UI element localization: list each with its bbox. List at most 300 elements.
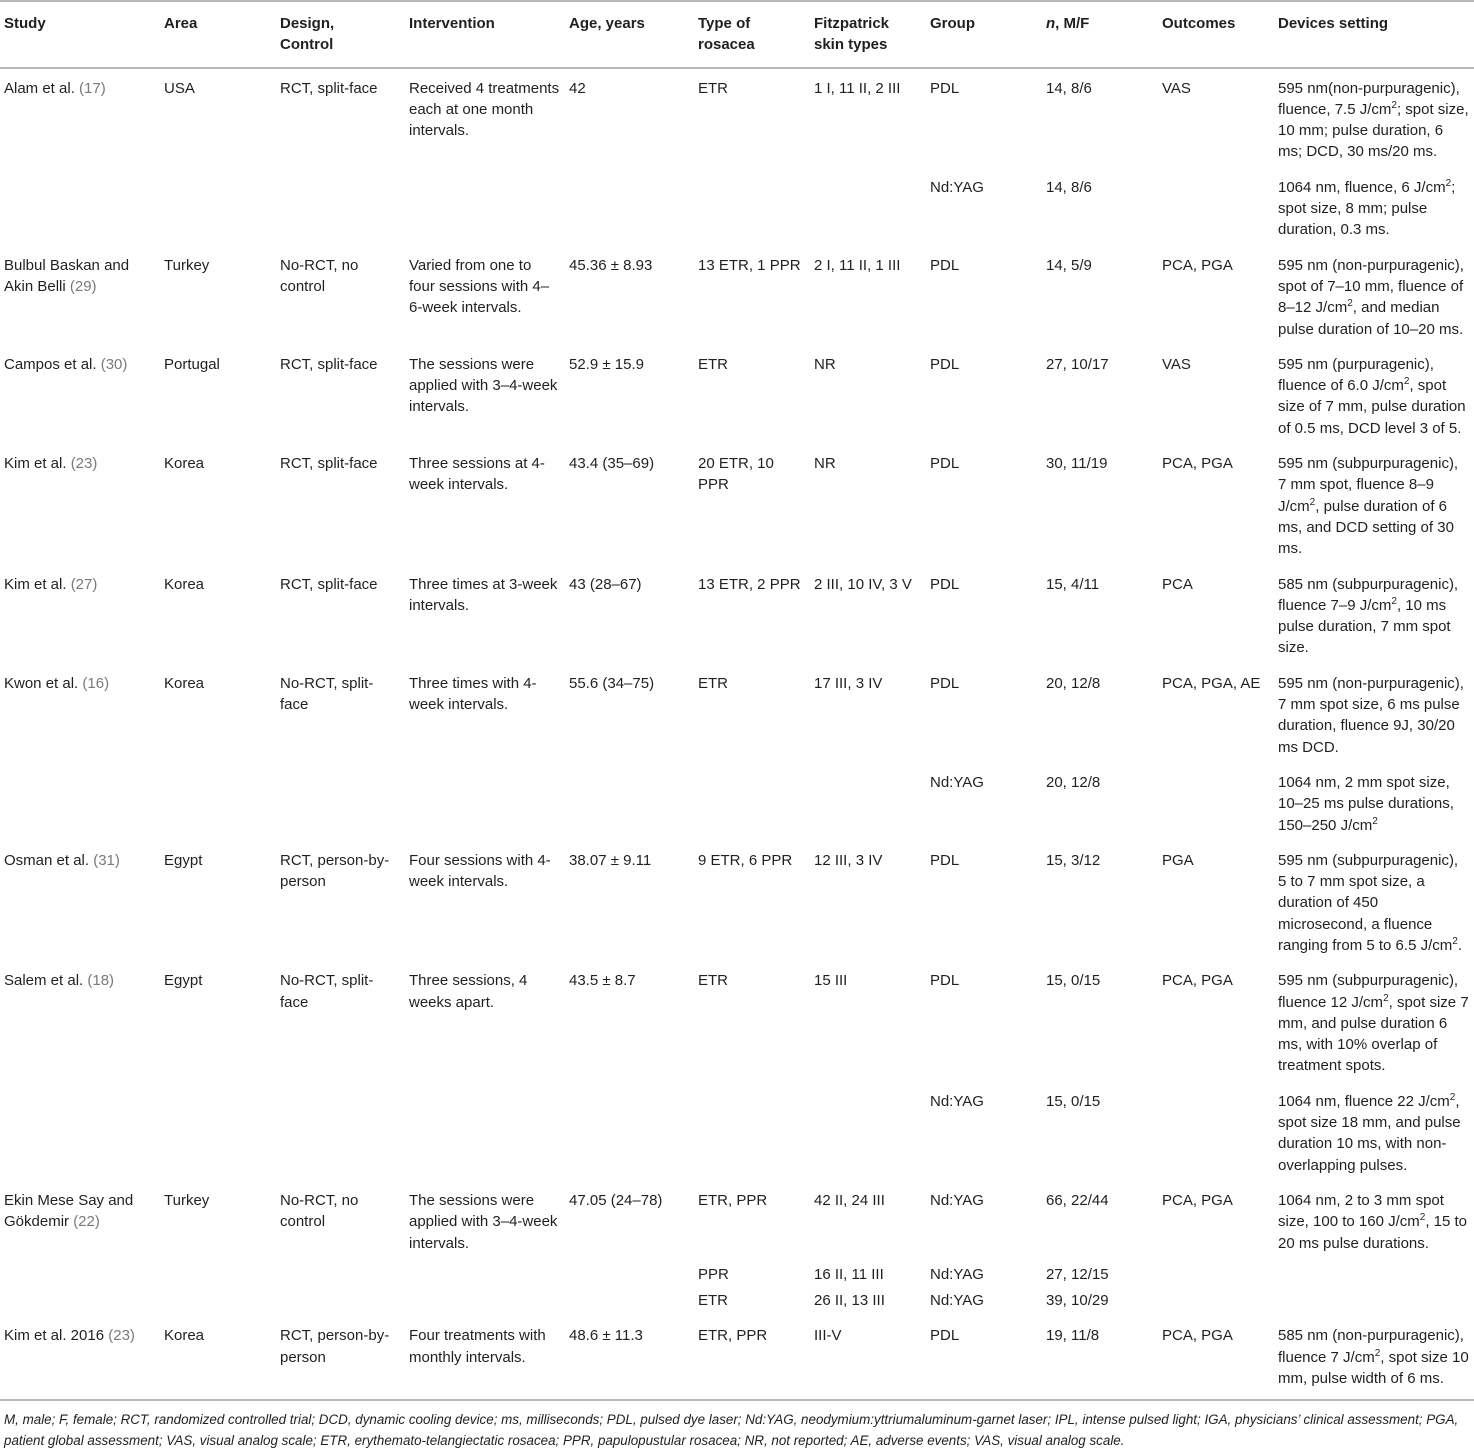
cell-type (694, 841, 810, 961)
cell-age (565, 345, 694, 444)
table-row (0, 345, 1474, 444)
header-area-label: Area (164, 15, 198, 32)
devices-superscript: 2 (1452, 935, 1458, 947)
table-row (0, 168, 1474, 246)
devices-text: 595 nm (subpurpuragenic), 5 to 7 mm spot size, a duration of 450 microsecond, a fluence ranging from 5 to 6.5 J/cm (1278, 851, 1459, 954)
study-name: Osman et al. (4, 851, 94, 869)
header-group-label: Group (930, 15, 975, 32)
header-intervention-label: Intervention (409, 15, 495, 32)
cell-fitzpatrick (810, 664, 926, 763)
age-value: 55.6 (34–75) (569, 674, 655, 692)
header-fitz-line2: skin types (814, 36, 888, 54)
cell-age (565, 68, 694, 168)
type-value: ETR (698, 355, 728, 373)
header-fitz-line1: Fitzpatrick (814, 15, 890, 32)
cell-fitzpatrick (810, 168, 926, 246)
table-row (0, 246, 1474, 345)
age-value: 43 (28–67) (569, 575, 642, 593)
n-value: 39, 10/29 (1046, 1292, 1109, 1310)
cell-study (0, 664, 160, 763)
outcomes-value: PCA, PGA (1162, 256, 1233, 274)
cell-study (0, 345, 160, 444)
cell-devices (1274, 345, 1474, 444)
devices-text-tail: ; spot size, 10 mm; pulse duration, 6 ms; DCD, 30 ms/20 ms. (1278, 100, 1469, 161)
type-value: ETR (698, 972, 728, 990)
header-n-rest: , M/F (1055, 15, 1090, 32)
devices-superscript: 2 (1445, 177, 1452, 189)
devices-text: 1064 nm, 2 to 3 mm spot size, 100 to 160 J/cm (1278, 1191, 1444, 1231)
cell-n (1042, 1285, 1158, 1316)
header-group (926, 1, 1042, 68)
cell-type (694, 763, 810, 841)
cell-fitzpatrick (810, 1316, 926, 1399)
devices-text-tail: , and median pulse duration of 10–20 ms. (1278, 299, 1464, 338)
cell-outcomes (1158, 841, 1274, 961)
design-value: RCT, person-by-person (280, 851, 390, 891)
cell-type (694, 1285, 810, 1316)
cell-n (1042, 841, 1158, 961)
age-value: 38.07 ± 9.11 (569, 851, 652, 869)
group-value: Nd:YAG (930, 1265, 984, 1283)
study-ref: (23) (70, 455, 98, 473)
study-name: Bulbul Baskan and Akin Belli (4, 256, 130, 295)
devices-text-tail: , 10 ms pulse duration, 7 mm spot size. (1278, 596, 1451, 657)
cell-intervention (405, 961, 565, 1081)
cell-outcomes (1158, 1181, 1274, 1259)
cell-intervention (405, 1181, 565, 1259)
cell-design (276, 246, 405, 345)
table-row (0, 1259, 1474, 1285)
devices-text-tail: ; spot size, 8 mm; pulse duration, 0.3 ms. (1278, 178, 1456, 239)
cell-devices (1274, 565, 1474, 664)
cell-type (694, 444, 810, 564)
devices-text-tail: . (1457, 936, 1462, 954)
cell-design (276, 565, 405, 664)
cell-type (694, 168, 810, 246)
cell-study (0, 1259, 160, 1285)
outcomes-value: PCA, PGA, AE (1162, 674, 1261, 692)
table-row (0, 1285, 1474, 1316)
cell-group (926, 444, 1042, 564)
design-value: No-RCT, no control (280, 1191, 359, 1231)
cell-fitzpatrick (810, 68, 926, 168)
table-row (0, 1082, 1474, 1181)
study-name: Salem et al. (4, 972, 88, 990)
table-row (0, 1316, 1474, 1399)
age-value: 43.4 (35–69) (569, 455, 655, 473)
study-name: Kwon et al. (4, 674, 83, 692)
age-value: 48.6 ± 11.3 (569, 1327, 643, 1345)
cell-n (1042, 1181, 1158, 1259)
fitz-value: NR (814, 455, 836, 473)
cell-type (694, 1316, 810, 1399)
cell-fitzpatrick (810, 444, 926, 564)
study-ref: (17) (79, 79, 106, 97)
group-value: PDL (930, 972, 960, 990)
cell-outcomes (1158, 444, 1274, 564)
cell-outcomes (1158, 1316, 1274, 1399)
study-name: Kim et al. 2016 (4, 1327, 109, 1345)
header-design-line1: Design, (280, 15, 335, 32)
cell-design (276, 1285, 405, 1316)
cell-devices (1274, 961, 1474, 1081)
devices-text-tail: , spot size 18 mm, and pulse duration 10 ms, with non-overlapping pulses. (1278, 1092, 1461, 1174)
devices-text-tail: , spot size 10 mm, pulse width of 6 ms. (1278, 1348, 1469, 1388)
age-value: 45.36 ± 8.93 (569, 256, 653, 274)
cell-n (1042, 565, 1158, 664)
cell-design (276, 168, 405, 246)
design-value: No-RCT, no control (280, 256, 359, 295)
cell-devices (1274, 1316, 1474, 1399)
type-value: ETR (698, 79, 728, 97)
group-value: PDL (930, 575, 960, 593)
cell-n (1042, 168, 1158, 246)
cell-devices (1274, 763, 1474, 841)
cell-group (926, 168, 1042, 246)
area-value: Turkey (164, 256, 210, 274)
intervention-value: Three times with 4-week intervals. (409, 674, 537, 714)
study-ref: (23) (108, 1327, 135, 1345)
cell-study (0, 961, 160, 1081)
cell-group (926, 68, 1042, 168)
devices-superscript: 2 (1383, 992, 1389, 1004)
cell-devices (1274, 1259, 1474, 1285)
fitz-value: 15 III (814, 972, 848, 990)
header-type-line2: rosacea (698, 36, 755, 54)
cell-n (1042, 246, 1158, 345)
study-name: Kim et al. (4, 575, 71, 593)
devices-text: 1064 nm, fluence 22 J/cm (1278, 1092, 1450, 1110)
study-name: Campos et al. (4, 355, 101, 373)
cell-n (1042, 1259, 1158, 1285)
intervention-value: Four treatments with monthly intervals. (409, 1327, 546, 1366)
cell-fitzpatrick (810, 565, 926, 664)
cell-area (160, 763, 276, 841)
cell-outcomes (1158, 1285, 1274, 1316)
design-value: RCT, split-face (280, 575, 378, 593)
area-value: USA (164, 79, 195, 97)
cell-age (565, 1082, 694, 1181)
group-value: Nd:YAG (930, 1092, 984, 1110)
cell-area (160, 168, 276, 246)
header-age-label: Age, years (569, 15, 645, 32)
cell-fitzpatrick (810, 841, 926, 961)
intervention-value: Received 4 treatments each at one month intervals. (409, 79, 560, 140)
cell-study (0, 841, 160, 961)
intervention-value: Varied from one to four sessions with 4–6-week intervals. (409, 256, 550, 317)
cell-group (926, 1316, 1042, 1399)
fitz-value: 2 I, 11 II, 1 III (814, 256, 901, 274)
fitz-value: 17 III, 3 IV (814, 674, 883, 692)
devices-text: 585 nm (subpurpuragenic), fluence 7–9 J/cm (1278, 575, 1459, 614)
table-row (0, 565, 1474, 664)
intervention-value: Three sessions, 4 weeks apart. (409, 972, 528, 1011)
cell-age (565, 246, 694, 345)
devices-text: 595 nm (non-purpuragenic), 7 mm spot size, 6 ms pulse duration, fluence 9J, 30/20 ms DCD. (1278, 674, 1464, 756)
cell-fitzpatrick (810, 1082, 926, 1181)
header-design-line2: Control (280, 36, 334, 54)
cell-outcomes (1158, 763, 1274, 841)
cell-fitzpatrick (810, 1259, 926, 1285)
cell-fitzpatrick (810, 1181, 926, 1259)
cell-design (276, 68, 405, 168)
devices-text: 595 nm (subpurpuragenic), 7 mm spot, fluence 8–9 J/cm (1278, 455, 1459, 515)
devices-superscript: 2 (1391, 99, 1397, 111)
devices-superscript: 2 (1449, 1091, 1456, 1103)
study-ref: (22) (73, 1213, 100, 1231)
header-age (565, 1, 694, 68)
devices-superscript: 2 (1347, 298, 1353, 310)
cell-area (160, 961, 276, 1081)
table-row (0, 664, 1474, 763)
group-value: Nd:YAG (930, 773, 984, 791)
n-value: 20, 12/8 (1046, 773, 1101, 791)
cell-design (276, 961, 405, 1081)
table-row (0, 763, 1474, 841)
age-value: 47.05 (24–78) (569, 1191, 663, 1209)
cell-intervention (405, 1259, 565, 1285)
header-fitzpatrick (810, 1, 926, 68)
cell-design (276, 1259, 405, 1285)
devices-superscript: 2 (1391, 595, 1397, 607)
cell-study (0, 168, 160, 246)
cell-intervention (405, 444, 565, 564)
fitz-value: 42 II, 24 III (814, 1191, 885, 1209)
devices-text: 1064 nm, fluence, 6 J/cm (1278, 178, 1446, 196)
table-row (0, 68, 1474, 168)
cell-n (1042, 345, 1158, 444)
header-n (1042, 1, 1158, 68)
age-value: 42 (569, 79, 586, 97)
group-value: Nd:YAG (930, 178, 984, 196)
cell-area (160, 841, 276, 961)
group-value: Nd:YAG (930, 1292, 984, 1310)
header-area (160, 1, 276, 68)
cell-intervention (405, 68, 565, 168)
cell-devices (1274, 68, 1474, 168)
header-study-label: Study (4, 15, 46, 32)
cell-outcomes (1158, 68, 1274, 168)
cell-intervention (405, 1285, 565, 1316)
n-value: 14, 8/6 (1046, 178, 1092, 196)
intervention-value: The sessions were applied with 3–4-week intervals. (409, 1191, 558, 1252)
header-outcomes (1158, 1, 1274, 68)
cell-outcomes (1158, 345, 1274, 444)
cell-study (0, 763, 160, 841)
n-value: 66, 22/44 (1046, 1191, 1109, 1209)
cell-area (160, 1285, 276, 1316)
fitz-value: 16 II, 11 III (814, 1265, 884, 1283)
cell-devices (1274, 1082, 1474, 1181)
header-devices (1274, 1, 1474, 68)
group-value: PDL (930, 79, 960, 97)
fitz-value: 1 I, 11 II, 2 III (814, 79, 901, 97)
cell-age (565, 1285, 694, 1316)
cell-fitzpatrick (810, 763, 926, 841)
cell-type (694, 1259, 810, 1285)
design-value: RCT, split-face (280, 455, 378, 473)
cell-group (926, 565, 1042, 664)
group-value: PDL (930, 1327, 960, 1345)
n-value: 15, 4/11 (1046, 575, 1100, 593)
header-intervention (405, 1, 565, 68)
intervention-value: Four sessions with 4-week intervals. (409, 851, 551, 891)
group-value: Nd:YAG (930, 1191, 984, 1209)
cell-group (926, 1082, 1042, 1181)
study-ref: (30) (100, 355, 128, 373)
cell-area (160, 68, 276, 168)
header-design (276, 1, 405, 68)
cell-design (276, 345, 405, 444)
cell-n (1042, 961, 1158, 1081)
design-value: RCT, split-face (280, 355, 378, 373)
table-footnote: M, male; F, female; RCT, randomized controlled trial; DCD, dynamic cooling device; ms, milliseconds; PDL, pulsed dye laser; Nd:YAG, neodymium:yttriumaluminum-garnet laser; IPL, intense pulsed light; IGA, physicians’ clinical assessment; PGA, patient global assessment; VAS, visual analog scale; ETR, erythemato-telangiectatic rosacea; PPR, papulopustular rosacea; NR, not reported; AE, adverse events; VAS, visual analog scale. (0, 1399, 1474, 1451)
devices-superscript: 2 (1374, 1347, 1381, 1359)
type-value: PPR (698, 1265, 729, 1283)
cell-design (276, 763, 405, 841)
cell-design (276, 841, 405, 961)
cell-age (565, 841, 694, 961)
cell-intervention (405, 168, 565, 246)
table-row (0, 841, 1474, 961)
outcomes-value: PCA (1162, 575, 1193, 593)
type-value: ETR (698, 674, 728, 692)
fitz-value: NR (814, 355, 836, 373)
cell-intervention (405, 565, 565, 664)
cell-intervention (405, 1316, 565, 1399)
group-value: PDL (930, 355, 960, 373)
cell-group (926, 246, 1042, 345)
intervention-value: Three sessions at 4-week intervals. (409, 455, 545, 494)
cell-age (565, 444, 694, 564)
header-outcomes-label: Outcomes (1162, 15, 1236, 32)
cell-age (565, 763, 694, 841)
age-value: 52.9 ± 15.9 (569, 355, 644, 373)
devices-superscript: 2 (1309, 496, 1316, 508)
devices-text: 595 nm (non-purpuragenic), spot of 7–10 mm, fluence of 8–12 J/cm (1278, 256, 1464, 317)
cell-study (0, 1285, 160, 1316)
cell-study (0, 1082, 160, 1181)
cell-intervention (405, 763, 565, 841)
cell-design (276, 1082, 405, 1181)
n-value: 14, 5/9 (1046, 256, 1092, 274)
cell-study (0, 1316, 160, 1399)
cell-group (926, 1181, 1042, 1259)
design-value: No-RCT, split-face (280, 972, 374, 1011)
type-value: ETR, PPR (698, 1191, 768, 1209)
devices-text-tail: , spot size of 7 mm, pulse duration of 0.5 ms, DCD level 3 of 5. (1278, 377, 1466, 437)
cell-group (926, 763, 1042, 841)
cell-fitzpatrick (810, 246, 926, 345)
cell-design (276, 1181, 405, 1259)
devices-text: 595 nm (subpurpuragenic), fluence 12 J/cm (1278, 972, 1459, 1011)
fitz-value: 26 II, 13 III (814, 1292, 885, 1310)
cell-study (0, 1181, 160, 1259)
cell-area (160, 565, 276, 664)
cell-age (565, 1316, 694, 1399)
cell-age (565, 961, 694, 1081)
devices-text: 595 nm (purpuragenic), fluence of 6.0 J/cm (1278, 355, 1434, 395)
area-value: Egypt (164, 972, 203, 990)
fitz-value: 2 III, 10 IV, 3 V (814, 575, 912, 593)
type-value: 9 ETR, 6 PPR (698, 851, 793, 869)
fitz-value: 12 III, 3 IV (814, 851, 883, 869)
cell-area (160, 246, 276, 345)
cell-group (926, 345, 1042, 444)
fitz-value: III-V (814, 1327, 842, 1345)
cell-type (694, 1082, 810, 1181)
area-value: Turkey (164, 1191, 210, 1209)
cell-intervention (405, 1082, 565, 1181)
header-row (0, 1, 1474, 68)
cell-study (0, 246, 160, 345)
cell-group (926, 961, 1042, 1081)
table-row (0, 961, 1474, 1081)
cell-intervention (405, 345, 565, 444)
devices-text-tail: , pulse duration of 6 ms, and DCD setting of 30 ms. (1278, 497, 1454, 558)
group-value: PDL (930, 851, 960, 869)
cell-area (160, 1316, 276, 1399)
cell-devices (1274, 1181, 1474, 1259)
cell-outcomes (1158, 246, 1274, 345)
n-value: 15, 0/15 (1046, 1092, 1101, 1110)
design-value: RCT, person-by-person (280, 1327, 390, 1366)
study-ref: (16) (82, 674, 110, 692)
study-name: Alam et al. (4, 79, 80, 97)
header-type (694, 1, 810, 68)
cell-group (926, 841, 1042, 961)
devices-text: 1064 nm, 2 mm spot size, 10–25 ms pulse durations, 150–250 J/cm (1278, 773, 1454, 834)
cell-devices (1274, 168, 1474, 246)
n-value: 15, 0/15 (1046, 972, 1101, 990)
devices-text: 595 nm(non-purpuragenic), fluence, 7.5 J/cm (1278, 79, 1460, 118)
group-value: PDL (930, 256, 960, 274)
outcomes-value: PCA, PGA (1162, 1327, 1233, 1345)
cell-group (926, 1285, 1042, 1316)
area-value: Korea (164, 674, 205, 692)
study-ref: (27) (70, 575, 98, 593)
cell-group (926, 1259, 1042, 1285)
type-value: 13 ETR, 2 PPR (698, 575, 801, 593)
cell-age (565, 664, 694, 763)
cell-group (926, 664, 1042, 763)
cell-area (160, 1082, 276, 1181)
cell-area (160, 1181, 276, 1259)
header-devices-label: Devices setting (1278, 15, 1389, 32)
cell-n (1042, 1082, 1158, 1181)
group-value: PDL (930, 674, 960, 692)
cell-intervention (405, 664, 565, 763)
n-value: 27, 12/15 (1046, 1265, 1109, 1283)
type-value: 20 ETR, 10 PPR (698, 455, 774, 494)
cell-type (694, 68, 810, 168)
devices-superscript: 2 (1372, 815, 1378, 827)
cell-type (694, 565, 810, 664)
cell-design (276, 444, 405, 564)
cell-n (1042, 444, 1158, 564)
outcomes-value: PCA, PGA (1162, 1191, 1233, 1209)
cell-type (694, 246, 810, 345)
cell-fitzpatrick (810, 1285, 926, 1316)
cell-type (694, 1181, 810, 1259)
cell-n (1042, 1316, 1158, 1399)
header-type-line1: Type of (698, 15, 751, 32)
cell-devices (1274, 664, 1474, 763)
cell-n (1042, 763, 1158, 841)
cell-age (565, 1181, 694, 1259)
type-value: ETR, PPR (698, 1327, 768, 1345)
table-row (0, 1181, 1474, 1259)
